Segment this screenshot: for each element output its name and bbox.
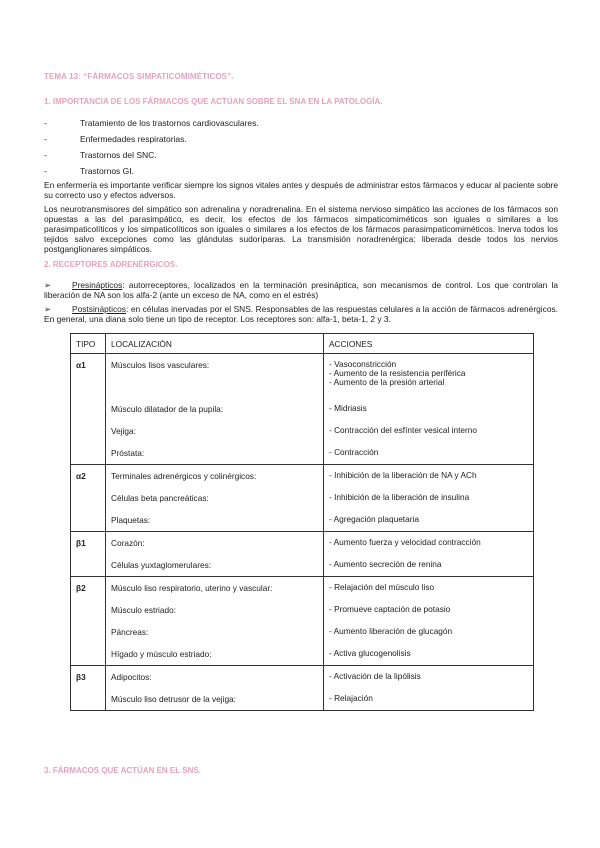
action-text: - Aumento liberación de glucagón: [329, 626, 453, 636]
localization-cell: [106, 465, 324, 532]
action-text: - Inhibición de la liberación de insulina: [329, 492, 470, 502]
localization-text: Músculo estriado:: [111, 605, 177, 615]
list-item: - Enfermedades respiratorias.: [44, 134, 187, 144]
actions-cell: [324, 354, 534, 465]
action-text: - Aumento fuerza y velocidad contracción: [329, 537, 481, 547]
localization-text: Músculo dilatador de la pupila:: [111, 404, 224, 414]
localization-text: Células beta pancreáticas:: [111, 493, 209, 503]
header-acciones: ACCIONES: [324, 334, 534, 354]
actions-cell: [324, 532, 534, 577]
action-text: - Midriasis: [329, 403, 367, 413]
localization-text: Páncreas:: [111, 627, 149, 637]
action-text: - Relajación del músculo liso: [329, 582, 435, 592]
localization-cell: [106, 666, 324, 711]
action-text: - Relajación: [329, 693, 373, 703]
table-row: [71, 354, 534, 465]
header-localizacion: LOCALIZACIÓN: [106, 334, 324, 354]
table-header-row: [71, 334, 534, 354]
receptor-type: β2: [71, 577, 106, 666]
bullet-list: [44, 118, 558, 178]
section-3-heading: 3. FÁRMACOS QUE ACTÚAN EN EL SNS.: [44, 766, 201, 775]
localization-text: Corazón:: [111, 538, 145, 548]
localization-text: Vejiga:: [111, 426, 136, 436]
action-text: - Activa glucogenolisis: [329, 648, 411, 658]
table-row: [71, 532, 534, 577]
localization-text: Músculo liso detrusor de la vejiga:: [111, 694, 236, 704]
document-page: [44, 72, 558, 711]
localization-text: Músculo liso respiratorio, uterino y vascular:: [111, 583, 273, 593]
actions-cell: [324, 666, 534, 711]
actions-cell: [324, 465, 534, 532]
list-item: - Tratamiento de los trastornos cardiovasculares.: [44, 118, 259, 128]
actions-cell: [324, 577, 534, 666]
table-row: [71, 465, 534, 532]
localization-text: Adipocitos:: [111, 672, 152, 682]
receptor-type: β3: [71, 666, 106, 711]
localization-cell: [106, 577, 324, 666]
action-text: - Aumento secreción de renina: [329, 559, 442, 569]
action-text: - Inhibición de la liberación de NA y ACh: [329, 470, 477, 480]
document-title: TEMA 13: “FÁRMACOS SIMPATICOMIMÉTICOS”.: [44, 72, 234, 81]
localization-text: Próstata:: [111, 448, 145, 458]
section-1-heading: 1. IMPORTANCIA DE LOS FÁRMACOS QUE ACTÚAN SOBRE EL SNA EN LA PATOLOGÍA.: [44, 97, 383, 106]
arrow-icon: ➢: [44, 280, 52, 290]
receptor-table: [70, 333, 534, 711]
localization-text: Plaquetas:: [111, 515, 151, 525]
paragraph-nursing: En enfermería es importante verificar siempre los signos vitales antes y después de administrar estos fármacos y educar al paciente sobre su correcto uso y efectos adversos.: [44, 180, 558, 200]
list-item: - Trastornos GI.: [44, 166, 135, 176]
table-row: [71, 577, 534, 666]
localization-text: Terminales adrenérgicos y colinérgicos:: [111, 471, 257, 481]
localization-cell: [106, 354, 324, 465]
action-text: - Promueve captación de potasio: [329, 604, 451, 614]
localization-cell: [106, 532, 324, 577]
localization-text: Células yuxtaglomerulares:: [111, 560, 212, 570]
action-text: - Agregación plaquetaria: [329, 514, 419, 524]
receptor-type: β1: [71, 532, 106, 577]
section-2-heading: 2. RECEPTORES ADRENÉRGICOS.: [44, 260, 178, 269]
paragraph-neurotransmitters: Los neurotransmisores del simpático son adrenalina y noradrenalina. En el sistema nervioso simpático las acciones de los fármacos son opuestas a las del parasimpático, es decir, los efectos de los fármacos simpaticomiméticos son iguales o similares a los parasimpaticolíticos y los simpaticolíticos son iguales o similares a los efectos de los fármacos parasimpaticomiméticos. Inerva todos los tejidos salvo excepciones como las glándulas sudoríparas. La transmisión noradrenérgica: liberada desde todos los nervios postganglionares simpáticos.: [44, 204, 558, 254]
action-text: - Vasoconstricción - Aumento de la resistencia periférica - Aumento de la presión arterial: [329, 359, 466, 387]
postsynaptic-term: Postsinápticos: [72, 304, 126, 314]
action-text: - Contracción del esfínter vesical interno: [329, 425, 478, 435]
localization-text: Músculos lisos vasculares:: [111, 360, 210, 370]
arrow-icon: ➢: [44, 304, 52, 314]
postsynaptic-paragraph: ➢ Postsinápticos: en células inervadas por el SNS. Responsables de las respuestas celulares a la acción de fármacos adrenérgicos. En general, una diana solo tiene un tipo de receptor. Los receptores son: alfa-1, beta-1, 2 y 3.: [44, 304, 558, 324]
presynaptic-paragraph: ➢ Presinápticos: autorreceptores, localizados en la terminación presináptica, son mecanismos de control. Los que controlan la liberación de NA son los alfa-2 (ante un exceso de NA, como en el estrés): [44, 280, 558, 300]
list-item: - Trastornos del SNC.: [44, 150, 157, 160]
receptor-type: α1: [71, 354, 106, 465]
table-row: [71, 666, 534, 711]
receptor-type: α2: [71, 465, 106, 532]
localization-text: Hígado y músculo estriado:: [111, 649, 212, 659]
action-text: - Contracción: [329, 447, 379, 457]
header-tipo: TIPO: [71, 334, 106, 354]
action-text: - Activación de la lipólisis: [329, 671, 421, 681]
presynaptic-term: Presinápticos: [72, 280, 123, 290]
